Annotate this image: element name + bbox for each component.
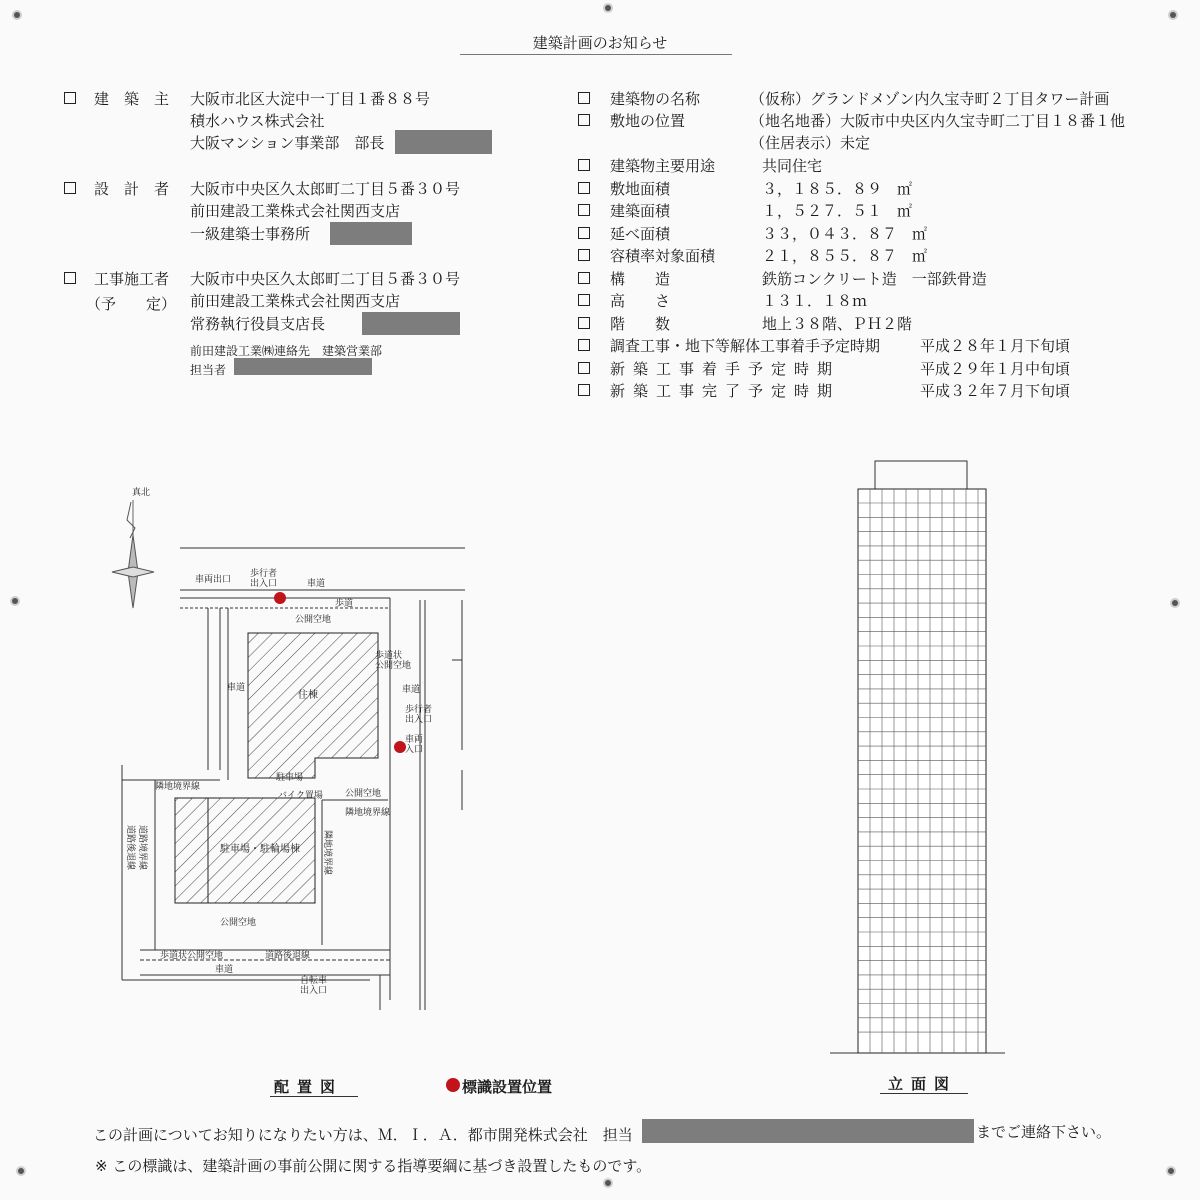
checkbox-icon [578,227,590,239]
detail-label: 容積率対象面積 [610,247,716,265]
detail-value: １，５２７．５１ ㎡ [762,202,913,220]
designer-line: 大阪市中央区久太郎町二丁目５番３０号 [190,180,461,198]
checkbox-icon [578,339,590,351]
parking-label: 駐車場 [276,773,304,783]
sidewalk-open-space-label: 歩道状公開空地 [375,651,412,671]
detail-value: ３，１８５．８９ ㎡ [762,180,913,198]
sidewalk-open-space-bottom-label: 歩道状公開空地 [160,951,224,961]
road-boundary-left-label: 道路境界線 [137,825,147,871]
north-arrow-icon [112,500,154,608]
open-space-top-label: 公開空地 [295,615,332,625]
checkbox-icon [64,182,76,194]
screw-icon [605,1180,611,1186]
checkbox-icon [578,249,590,261]
redacted-name [642,1119,974,1143]
screw-icon [18,1168,24,1174]
screw-icon [1170,12,1176,18]
contractor-line: 常務執行役員支店長 [190,315,326,333]
boundary-right-label: 隣地境界線 [322,830,332,876]
page-title: 建築計画のお知らせ [532,34,668,52]
detail-label: 敷地の位置 [610,112,686,130]
ped-entry-right-label: 歩行者出入口 [405,705,433,725]
detail-value: 地上３８階、ＰＨ２階 [762,315,913,333]
title-underline [460,54,732,55]
detail-label: 新築工事着手予定時期 [610,360,841,378]
detail-value: （住居表示）未定 [750,134,871,152]
contractor-line: 大阪市中央区久太郎町二丁目５番３０号 [190,270,461,288]
screw-icon [605,5,611,11]
elevation-drawing [830,455,1005,1055]
builder-label: 建 築 主 [94,90,170,108]
checkbox-icon [578,384,590,396]
builder-line: 大阪市北区大淀中一丁目１番８８号 [190,90,431,108]
screw-icon [12,598,18,604]
detail-label: 建築面積 [610,202,671,220]
detail-value: ２１，８５５．８７ ㎡ [762,247,928,265]
detail-value: （仮称）グランドメゾン内久宝寺町２丁目タワー計画 [750,90,1110,108]
screw-icon [14,12,20,18]
builder-line: 大阪マンション事業部 部長 [190,134,385,152]
boundary-left-label: 隣地境界線 [155,782,201,792]
car-entry-label: 車両入口 [405,735,424,755]
screw-icon [1168,1168,1174,1174]
caption-underline [880,1093,968,1094]
detail-label: 新築工事完了予定時期 [610,382,841,400]
screw-icon [1172,600,1178,606]
road-left-label: 車道 [227,683,246,693]
checkbox-icon [64,272,76,284]
checkbox-icon [578,92,590,104]
builder-line: 積水ハウス株式会社 [190,112,325,130]
sign-marker-icon [274,592,286,604]
open-space-mid-label: 公開空地 [345,789,382,799]
road-top-label: 車道 [307,579,326,589]
ped-entry-top-label: 歩行者出入口 [250,569,278,589]
road-bottom-label: 車道 [215,965,234,975]
detail-label: 階 数 [610,315,671,333]
contractor-line: 前田建設工業株式会社関西支店 [190,292,401,310]
detail-value: 平成２８年１月下旬頃 [920,337,1071,355]
road-right-label: 車道 [402,685,421,695]
contact-text-end: までご連絡下さい。 [976,1123,1112,1141]
detail-value: 鉄筋コンクリート造 一部鉄骨造 [762,270,987,288]
detail-label: 建築物主要用途 [610,157,716,175]
checkbox-icon [578,362,590,374]
detail-value: 共同住宅 [762,157,823,175]
contractor-contact: 前田建設工業㈱連絡先 建築営業部 [190,344,383,358]
detail-value: １３１．１８ｍ [762,292,868,310]
detail-label: 建築物の名称 [610,90,701,108]
open-space-bottom-label: 公開空地 [220,918,257,928]
north-label: 真北 [132,488,151,498]
regulation-note: ※ この標識は、建築計画の事前公開に関する指導要綱に基づき設置したものです。 [95,1157,652,1175]
residential-label: 住棟 [298,690,318,701]
designer-line: 一級建築士事務所 [190,225,311,243]
checkbox-icon [578,182,590,194]
checkbox-icon [578,317,590,329]
detail-label: 高 さ [610,292,671,310]
checkbox-icon [578,114,590,126]
checkbox-icon [578,204,590,216]
boundary-mid-label: 隣地境界線 [345,808,391,818]
bike-entry-label: 自転車出入口 [300,976,328,996]
designer-label: 設 計 者 [94,180,170,198]
detail-value: 平成３２年７月下旬頃 [920,382,1071,400]
detail-label: 構 造 [610,270,671,288]
detail-label: 延べ面積 [610,225,671,243]
sign-marker-icon [446,1078,460,1092]
residential-building [248,633,378,778]
car-exit-label: 車両出口 [195,575,232,585]
checkbox-icon [578,159,590,171]
contact-text: この計画についてお知りになりたい方は、Ｍ．Ｉ．Ａ．都市開発株式会社 担当 [93,1126,633,1144]
contractor-contact: 担当者 [190,363,227,377]
road-setback-bottom-label: 道路後退線 [265,951,311,961]
redacted-name [362,312,460,335]
contractor-label-sub: （予 定） [86,295,177,313]
checkbox-icon [64,92,76,104]
redacted-name [234,358,372,375]
sidewalk-top-label: 歩道 [335,599,354,609]
designer-line: 前田建設工業株式会社関西支店 [190,202,401,220]
contractor-label: 工事施工者 [94,270,170,288]
redacted-name [395,130,492,154]
site-plan [100,480,500,1020]
detail-value: ３３，０４３．８７ ㎡ [762,225,928,243]
caption-underline [270,1096,358,1097]
checkbox-icon [578,294,590,306]
checkbox-icon [578,272,590,284]
bike-parking-label: バイク置場 [278,791,323,801]
sign-position-caption: 標識設置位置 [462,1078,553,1096]
redacted-name [330,222,412,245]
detail-value: 平成２９年１月中旬頃 [920,360,1071,378]
site-plan-caption: 配置図 [274,1078,344,1096]
road-setback-left-label: 道路後退線 [125,825,135,871]
parking-building-label: 駐車場・駐輪場棟 [220,844,300,855]
elevation-caption: 立面図 [888,1075,958,1093]
detail-label: 調査工事・地下等解体工事着手予定時期 [610,337,881,355]
detail-label: 敷地面積 [610,180,671,198]
detail-value: （地名地番）大阪市中央区内久宝寺町二丁目１８番１他 [750,112,1126,130]
